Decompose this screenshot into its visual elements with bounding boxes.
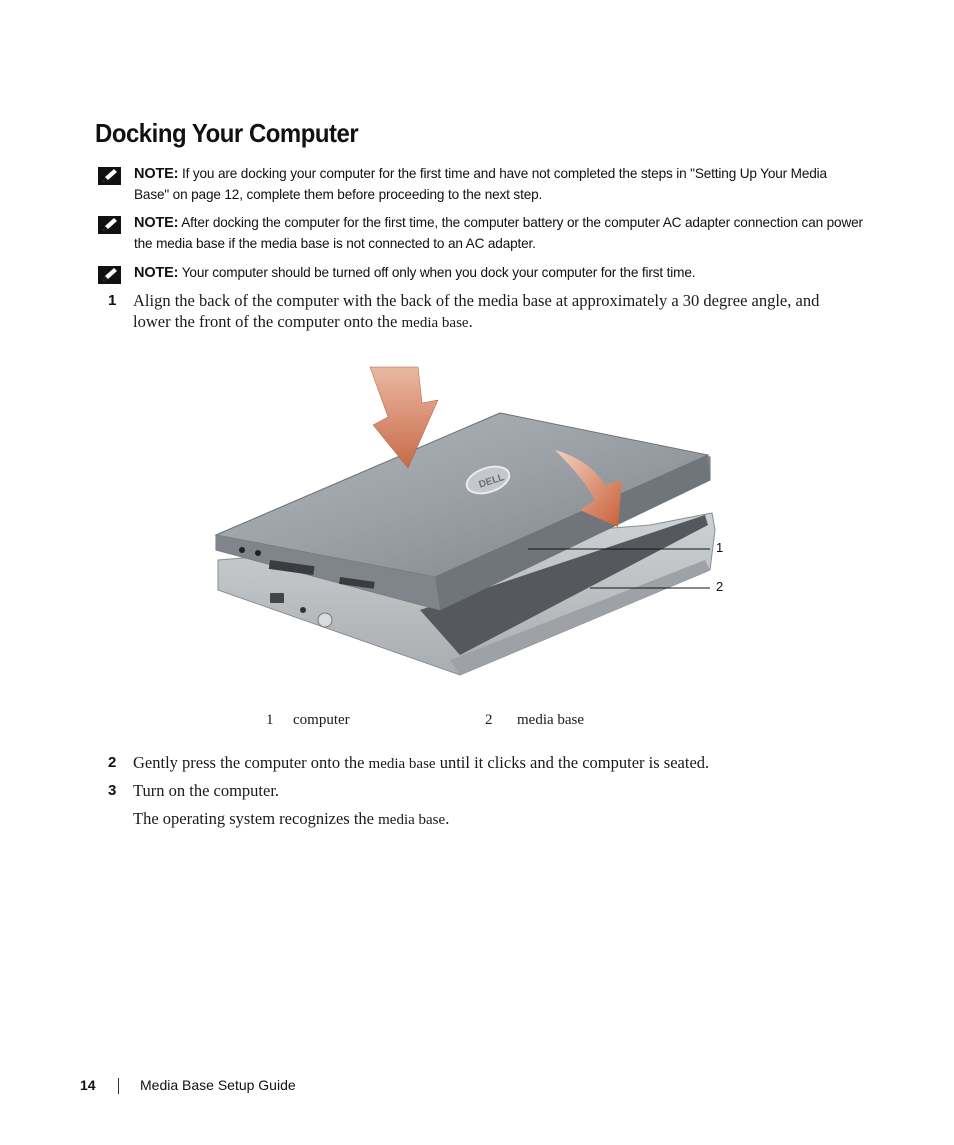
usb-port — [270, 593, 284, 603]
step-1-text: Align the back of the computer with the back of the media base at approximately a 30 degree angle, and lower the front of the computer onto the media base. — [133, 291, 820, 331]
laptop-docking-image — [210, 355, 730, 690]
dell-logo: DELL — [477, 472, 506, 491]
guide-title: Media Base Setup Guide — [140, 1077, 296, 1093]
page-title: Docking Your Computer — [95, 118, 359, 148]
pencil-note-icon — [98, 167, 121, 185]
footer-divider — [118, 1078, 119, 1094]
callout-1-number: 1 — [716, 540, 724, 555]
step-2-number: 2 — [108, 754, 117, 771]
note-3-text: NOTE: Your computer should be turned off only when you dock your computer for the first time. — [134, 265, 696, 281]
note-2 — [98, 213, 863, 255]
note-1 — [98, 164, 858, 206]
callout-2-number: 2 — [716, 579, 724, 594]
caption-1-label: computer — [293, 712, 350, 728]
docking-illustration — [210, 355, 730, 690]
step-1-number: 1 — [108, 292, 117, 309]
note-3 — [98, 263, 858, 285]
step-2-text: Gently press the computer onto the media base until it clicks and the computer is seated. — [133, 753, 710, 772]
step-3-number: 3 — [108, 782, 117, 799]
pencil-note-icon — [98, 266, 121, 284]
pencil-note-icon — [98, 216, 121, 234]
page-number: 14 — [80, 1077, 96, 1093]
step-3-text: Turn on the computer. — [133, 781, 280, 800]
caption-2-number: 2 — [485, 712, 493, 728]
note-1-text: NOTE: If you are docking your computer for the first time and have not completed the steps in "Setting Up Your Media Base" on page 12, complete them before proceeding to the next step. — [134, 166, 827, 202]
step-3-result: The operating system recognizes the media base. — [133, 809, 450, 828]
caption-2-label: media base — [517, 712, 585, 728]
note-2-text: NOTE: After docking the computer for the first time, the computer battery or the computer AC adapter connection can power the media base if the media base is not connected to an AC adapter. — [134, 215, 863, 251]
caption-1-number: 1 — [266, 712, 274, 728]
